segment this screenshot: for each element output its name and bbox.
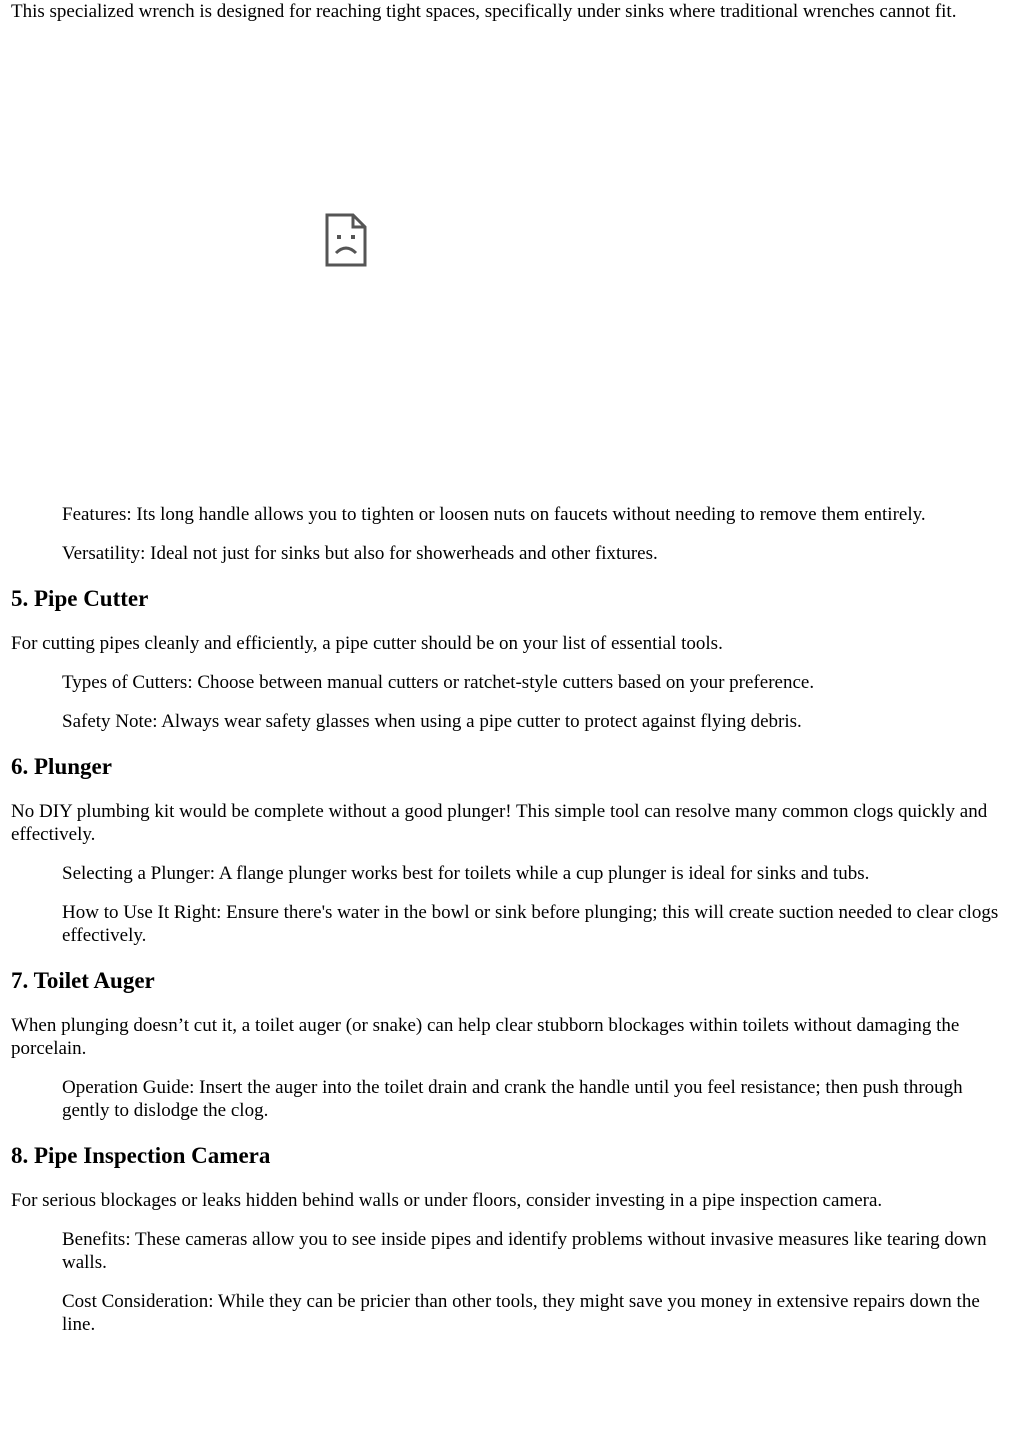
list-item: Selecting a Plunger: A flange plunger works best for toilets while a cup plunger is ideal for sinks and tubs. [62,863,870,884]
broken-image-icon [325,213,367,267]
list-item: Safety Note: Always wear safety glasses when using a pipe cutter to protect against flying debris. [62,711,802,732]
section-paragraph: For serious blockages or leaks hidden behind walls or under floors, consider investing in a pipe inspection camera. [11,1190,883,1211]
intro-paragraph: This specialized wrench is designed for reaching tight spaces, specifically under sinks where traditional wrenches cannot fit. [11,1,957,22]
broken-image-placeholder [11,39,1010,487]
list-item: Cost Consideration: While they can be pricier than other tools, they might save you money in extensive repairs down the line. [62,1291,980,1335]
section-heading-plunger: 6. Plunger [11,754,112,779]
list-item: Versatility: Ideal not just for sinks but also for showerheads and other fixtures. [62,543,658,564]
section-paragraph: For cutting pipes cleanly and efficiently, a pipe cutter should be on your list of essential tools. [11,633,723,654]
list-item: Operation Guide: Insert the auger into the toilet drain and crank the handle until you feel resistance; then push through gently to dislodge the clog. [62,1077,963,1121]
list-item: How to Use It Right: Ensure there's water in the bowl or sink before plunging; this will create suction needed to clear clogs effectively. [62,902,999,946]
list-item: Benefits: These cameras allow you to see inside pipes and identify problems without invasive measures like tearing down walls. [62,1229,987,1273]
section-heading-toilet-auger: 7. Toilet Auger [11,968,155,993]
list-item: Types of Cutters: Choose between manual cutters or ratchet-style cutters based on your preference. [62,672,815,693]
section-heading-pipe-cutter: 5. Pipe Cutter [11,586,149,611]
section-heading-pipe-inspection-camera: 8. Pipe Inspection Camera [11,1143,271,1168]
section-paragraph: When plunging doesn’t cut it, a toilet auger (or snake) can help clear stubborn blockages within toilets without damaging the porcelain. [11,1015,960,1059]
section-paragraph: No DIY plumbing kit would be complete without a good plunger! This simple tool can resolve many common clogs quickly and effectively. [11,801,988,845]
list-item: Features: Its long handle allows you to tighten or loosen nuts on faucets without needing to remove them entirely. [62,504,926,525]
